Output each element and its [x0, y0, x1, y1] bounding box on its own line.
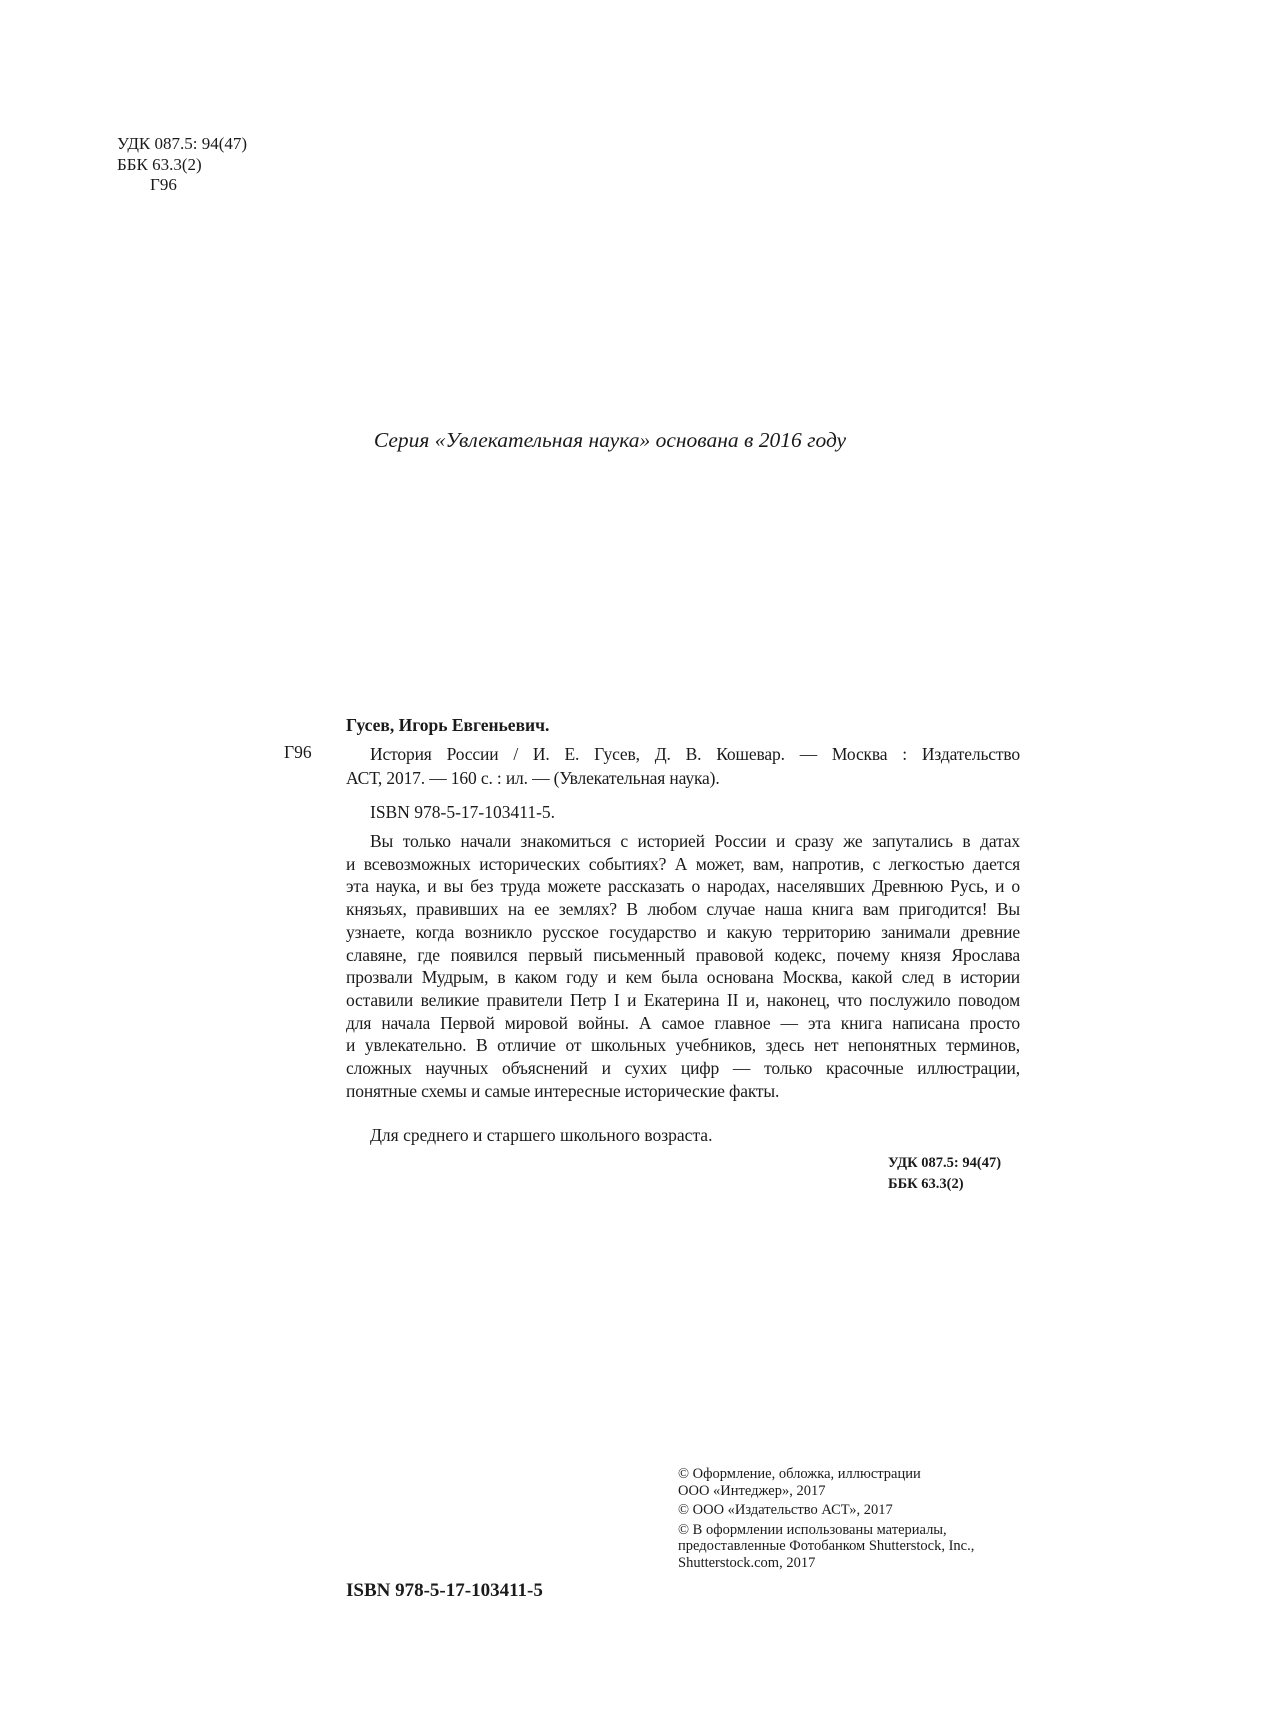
series-note: Серия «Увлекательная наука» основана в 2016 году [373, 428, 847, 452]
annotation-line: и увлекательно. В отличие от школьных учебников, здесь нет непонятных терминов, [346, 1035, 1020, 1056]
annotation-line: князьях, правивших на ее землях? В любом случае наша книга вам пригодится! Вы [346, 899, 1020, 920]
annotation-line: и всевозможных исторических событиях? А может, вам, напротив, с легкостью дается [346, 853, 1020, 874]
udk-code: УДК 087.5: 94(47) [117, 134, 248, 153]
copyright-design: © Оформление, обложка, иллюстрации [678, 1466, 921, 1482]
author-mark: Г96 [150, 175, 177, 194]
entry-line: История России / И. Е. Гусев, Д. В. Кошевар. — Москва : Издательство [370, 744, 1020, 764]
annotation-line: сложных научных объяснений и сухих цифр — только красочные иллюстрации, [346, 1058, 1020, 1079]
annotation-line: оставили великие правители Петр I и Екатерина II и, наконец, что послужило поводом [346, 989, 1020, 1010]
catalog-entry [346, 742, 1020, 790]
annotation [346, 830, 1020, 1102]
catalog-author: Гусев, Игорь Евгеньевич. [346, 715, 550, 735]
annotation-line: эта наука, и вы без труда можете рассказать о народах, населявших Древнюю Русь, и о [346, 876, 1020, 897]
catalog-udk: УДК 087.5: 94(47) [888, 1155, 1002, 1171]
copyright-stock-provider: предоставленные Фотобанком Shutterstock, Inc., [678, 1538, 975, 1554]
copyright-design-owner: ООО «Интеджер», 2017 [678, 1482, 826, 1499]
entry-line: АСТ, 2017. — 160 с. : ил. — (Увлекательная наука). [346, 768, 720, 788]
annotation-line: понятные схемы и самые интересные исторические факты. [346, 1080, 780, 1101]
annotation-line: для начала Первой мировой войны. А самое главное — эта книга написана просто [346, 1012, 1020, 1033]
annotation-line: узнаете, когда возникло русское государство и какую территорию занимали древние [346, 921, 1020, 942]
catalog-author-mark: Г96 [284, 742, 312, 762]
annotation-line: прозвали Мудрым, в каком году и кем была основана Москва, какой след в истории [346, 967, 1020, 988]
catalog-isbn: ISBN 978-5-17-103411-5. [370, 802, 556, 822]
copyright-stock: © В оформлении использованы материалы, [678, 1521, 947, 1538]
bbk-code: ББК 63.3(2) [117, 154, 202, 174]
copyright-publisher: © ООО «Издательство АСТ», 2017 [678, 1502, 893, 1518]
catalog-bbk: ББК 63.3(2) [888, 1176, 964, 1192]
isbn-footer: ISBN 978-5-17-103411-5 [346, 1580, 543, 1601]
catalog-classification [888, 1153, 1001, 1195]
classification-block [117, 134, 247, 196]
copyright-stock-site: Shutterstock.com, 2017 [678, 1554, 816, 1571]
annotation-line: славяне, где появился первый письменный правовой кодекс, почему князя Ярослава [346, 944, 1020, 965]
age-note: Для среднего и старшего школьного возраста. [370, 1125, 713, 1145]
copyright-block [678, 1466, 974, 1574]
annotation-line: Вы только начали знакомиться с историей России и сразу же запутались в датах [370, 831, 1020, 851]
